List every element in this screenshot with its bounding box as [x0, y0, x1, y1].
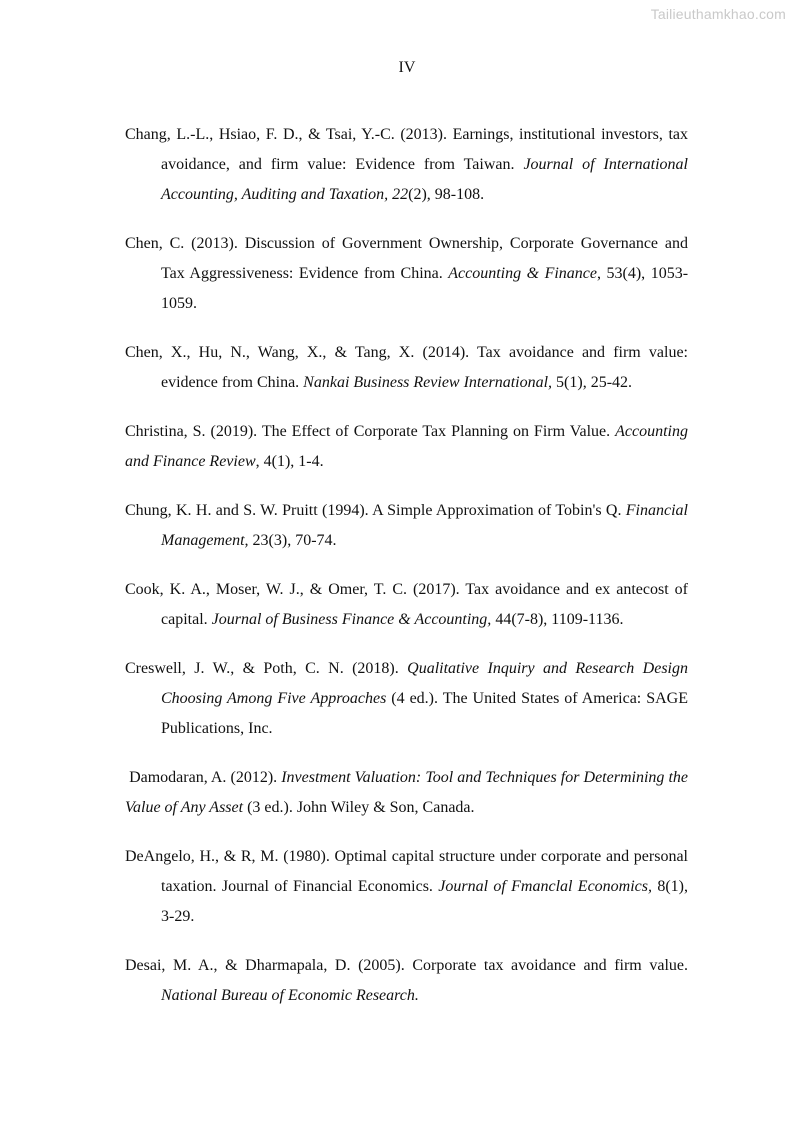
reference-text: Christina, S. (2019). The Effect of Corporate Tax Planning on Firm Value.	[125, 423, 616, 440]
reference-text: Cook, K. A., Moser, W. J., & Omer, T. C. (2017). Tax avoidance and ex antecost of capital.	[125, 581, 688, 628]
reference-text: Chung, K. H. and S. W. Pruitt (1994). A Simple Approximation of Tobin's Q.	[125, 502, 626, 519]
reference-text: (4 ed.). The United States of America: SAGE Publications, Inc.	[161, 690, 688, 737]
reference-entry	[125, 120, 688, 210]
reference-entry	[125, 417, 688, 477]
reference-source-italic: Journal of Fmanclal Economics,	[438, 878, 653, 895]
reference-text: DeAngelo, H., & R, M. (1980). Optimal capital structure under corporate and personal taxation. Journal of Financial Economics.	[125, 848, 688, 895]
reference-source-italic: National Bureau of Economic Research.	[161, 987, 419, 1004]
reference-entry	[125, 338, 688, 398]
reference-text: 8(1), 3-29.	[161, 878, 689, 925]
reference-text: Desai, M. A., & Dharmapala, D. (2005). Corporate tax avoidance and firm value.	[125, 957, 688, 974]
reference-text: Chen, C. (2013). Discussion of Government Ownership, Corporate Governance and Tax Aggressiveness: Evidence from China.	[125, 235, 688, 282]
reference-text: (2), 98-108.	[408, 186, 485, 203]
reference-source-italic: Qualitative Inquiry and Research Design Choosing Among Five Approaches	[161, 660, 688, 707]
reference-source-italic: Journal of Business Finance & Accounting,	[211, 611, 492, 628]
reference-text: (3 ed.). John Wiley & Son, Canada.	[243, 799, 475, 816]
reference-text: 23(3), 70-74.	[248, 532, 337, 549]
reference-text: 44(7-8), 1109-1136.	[491, 611, 624, 628]
reference-entry	[125, 951, 688, 1011]
reference-text: 5(1), 25-42.	[552, 374, 633, 391]
reference-text: , 4(1), 1-4.	[255, 453, 324, 470]
reference-source-italic: Journal of International Accounting, Auditing and Taxation, 22	[161, 156, 688, 203]
reference-text: Creswell, J. W., & Poth, C. N. (2018).	[125, 660, 408, 677]
reference-entry	[125, 763, 688, 823]
reference-entry	[125, 575, 688, 635]
reference-entry	[125, 842, 688, 932]
reference-text: , 53(4), 1053-1059.	[161, 265, 689, 312]
reference-source-italic: Nankai Business Review International,	[303, 374, 553, 391]
reference-entry	[125, 496, 688, 556]
reference-text: Damodaran, A. (2012).	[125, 769, 282, 786]
watermark-text: Tailieuthamkhao.com	[650, 6, 786, 22]
page-number: IV	[398, 59, 416, 76]
reference-entry	[125, 654, 688, 744]
reference-source-italic: Financial Management,	[161, 502, 688, 549]
reference-source-italic: Accounting & Finance	[448, 265, 598, 282]
reference-source-italic: Investment Valuation: Tool and Techniques for Determining the Value of Any Asset	[125, 769, 688, 816]
reference-source-italic: Accounting and Finance Review	[125, 423, 688, 470]
reference-text: Chen, X., Hu, N., Wang, X., & Tang, X. (2014). Tax avoidance and firm value: evidence from China.	[125, 344, 688, 391]
reference-list	[125, 120, 688, 1030]
reference-text: Chang, L.-L., Hsiao, F. D., & Tsai, Y.-C. (2013). Earnings, institutional investors, tax avoidance, and firm value: Evidence from Taiwan.	[125, 126, 688, 173]
reference-entry	[125, 229, 688, 319]
